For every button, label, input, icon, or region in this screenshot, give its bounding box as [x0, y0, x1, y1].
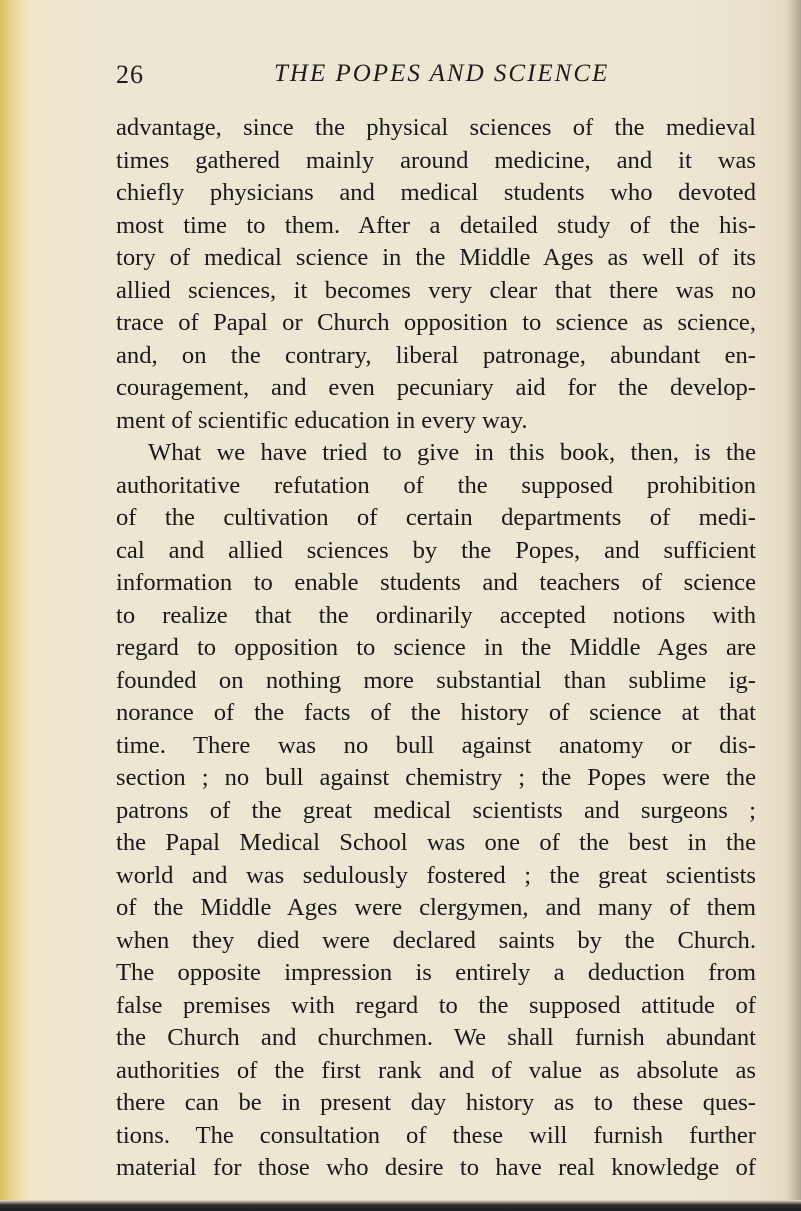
text-line: to realize that the ordinarily accepted notions with [116, 601, 756, 629]
text-line-paragraph-end: ment of scientific education in every way. [116, 406, 528, 434]
text-line: patrons of the great medical scientists and surgeons ; [116, 796, 756, 824]
text-line-paragraph-start: What we have tried to give in this book, then, is the [148, 439, 756, 466]
text-line: when they died were declared saints by the Church. [116, 926, 756, 954]
page-number: 26 [116, 60, 144, 89]
text-line: false premises with regard to the supposed attitude of [116, 991, 756, 1019]
text-line: the Papal Medical School was one of the best in the [116, 829, 756, 856]
page-header [116, 60, 756, 92]
text-line: authorities of the first rank and of value as absolute as [116, 1056, 756, 1084]
text-line: tory of medical science in the Middle Ages as well of its [116, 244, 756, 271]
text-line: most time to them. After a detailed study of the his- [116, 211, 756, 239]
text-line: material for those who desire to have real knowledge of [116, 1154, 756, 1181]
text-line: of the cultivation of certain departments of medi- [116, 504, 756, 531]
text-line: information to enable students and teachers of science [116, 569, 756, 596]
text-line: regard to opposition to science in the Middle Ages are [116, 634, 756, 661]
text-line: authoritative refutation of the supposed prohibition [116, 471, 756, 499]
text-line: world and was sedulously fostered ; the great scientists [116, 861, 756, 889]
page-edge-shading [787, 0, 801, 1211]
page-gutter-shading [0, 0, 34, 1211]
text-line: couragement, and even pecuniary aid for the develop- [116, 374, 756, 401]
text-line: The opposite impression is entirely a deduction from [116, 959, 756, 986]
text-line: founded on nothing more substantial than sublime ig- [116, 666, 756, 694]
running-title: THE POPES AND SCIENCE [274, 60, 610, 87]
text-line: tions. The consultation of these will furnish further [116, 1121, 756, 1149]
text-line: there can be in present day history as to these ques- [116, 1089, 756, 1116]
text-line: times gathered mainly around medicine, and it was [116, 146, 756, 174]
text-line: norance of the facts of the history of science at that [116, 699, 756, 726]
text-line: and, on the contrary, liberal patronage, abundant en- [116, 341, 756, 369]
text-line: advantage, since the physical sciences of the medieval [116, 114, 756, 141]
text-line: of the Middle Ages were clergymen, and many of them [116, 894, 756, 921]
text-line: time. There was no bull against anatomy or dis- [116, 731, 756, 759]
text-line: trace of Papal or Church opposition to science as science, [116, 309, 756, 336]
text-line: allied sciences, it becomes very clear that there was no [116, 276, 756, 304]
text-line: chiefly physicians and medical students who devoted [116, 179, 756, 206]
page-bottom-edge [0, 1200, 801, 1211]
body-text [116, 112, 756, 1185]
text-line: the Church and churchmen. We shall furnish abundant [116, 1024, 756, 1051]
text-line: cal and allied sciences by the Popes, and sufficient [116, 536, 756, 564]
text-line: section ; no bull against chemistry ; the Popes were the [116, 764, 756, 791]
